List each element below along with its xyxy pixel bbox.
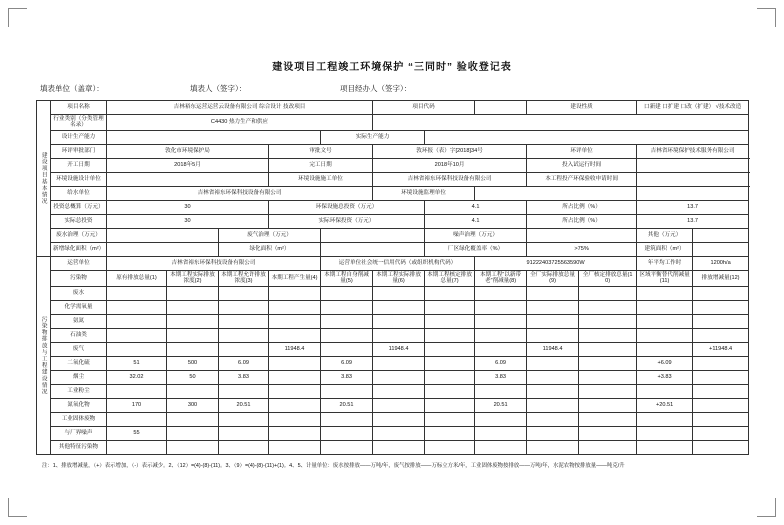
value-new-green [107, 242, 219, 256]
cell [527, 398, 579, 412]
cell [373, 314, 425, 328]
value-env-unit: 吉林省环境保护技术服务有限公司 [637, 144, 749, 158]
cell [579, 328, 637, 342]
cell [321, 384, 373, 398]
main-form-table [36, 100, 749, 455]
value-build-area [693, 242, 749, 256]
cell [219, 314, 269, 328]
col-4: 本期工程产生量(4) [269, 270, 321, 286]
row-name: 工业固体废物 [51, 412, 107, 426]
label-approval-doc: 审批文号 [269, 144, 373, 158]
cell [637, 342, 693, 356]
label-run-unit: 运营单位 [51, 256, 107, 270]
value-noise-cost [527, 228, 637, 242]
label-build-area: 建筑面积（m²） [637, 242, 693, 256]
cell [269, 300, 321, 314]
value-construction-nature: 口新建 口扩建 口改（扩建） √技术改造 [637, 101, 749, 115]
value-approval-doc: 敦环报（表）字[2018]34号 [373, 144, 527, 158]
cell [167, 300, 219, 314]
filler-label: 填表人（签字）： [190, 84, 247, 93]
label-run-unit-code: 运营单位社会统一信用代码（或组织机构代码） [321, 256, 475, 270]
label-start-date: 开工日期 [51, 158, 107, 172]
cell [219, 286, 269, 300]
label-env-unit: 环评单位 [527, 144, 637, 158]
crop-mark-top-right [757, 8, 776, 27]
cell: 6.09 [219, 356, 269, 370]
cell: +6.09 [637, 356, 693, 370]
cell [107, 412, 167, 426]
cell [579, 300, 637, 314]
cell [321, 440, 373, 454]
row-name: 与厂界噪声 [51, 426, 107, 440]
cell [219, 412, 269, 426]
cell [579, 370, 637, 384]
cell [475, 314, 527, 328]
row-name: 二氧化硫 [51, 356, 107, 370]
cell [527, 356, 579, 370]
cell [107, 314, 167, 328]
owner-label: 项目经办人（签字）： [340, 84, 412, 93]
cell [219, 384, 269, 398]
cell: 11948.4 [269, 342, 321, 356]
value-ratio: 13.7 [637, 200, 749, 214]
cell [425, 370, 475, 384]
cell [269, 398, 321, 412]
cell [579, 426, 637, 440]
cell [373, 384, 425, 398]
cell [579, 440, 637, 454]
cell [475, 300, 527, 314]
cell [637, 426, 693, 440]
industry-blank [373, 115, 749, 131]
cell [637, 412, 693, 426]
label-env-build-unit: 环境设施施工单位 [269, 172, 373, 186]
col-10: 全厂核定排放总量(10) [579, 270, 637, 286]
cell [693, 300, 749, 314]
row-name: 其他特征污染物 [51, 440, 107, 454]
cell [579, 384, 637, 398]
cell: 3.83 [219, 370, 269, 384]
cell [475, 440, 527, 454]
table-row [37, 426, 749, 440]
cell [527, 314, 579, 328]
label-annual-hours: 年平均工作时 [637, 256, 693, 270]
cell [693, 398, 749, 412]
cell: +20.51 [637, 398, 693, 412]
cell [373, 356, 425, 370]
cell: 20.51 [475, 398, 527, 412]
cell [219, 440, 269, 454]
cell [475, 412, 527, 426]
cell [579, 314, 637, 328]
cell [425, 440, 475, 454]
col-pollutant: 污染物 [51, 270, 107, 286]
value-supervise-unit [475, 186, 637, 200]
cell [475, 426, 527, 440]
label-waste-water-cost: 废水治理（万元） [51, 228, 107, 242]
value-annual-hours: 1200h/a [693, 256, 749, 270]
footnote: 注：1、排放增减量，（+）表示增加，（-）表示减少。2、（12）=(4)-(8)-(11)。3、（9）=(4)-(8)-(11)+(1)。4、5、计量单位：废水按排放——万吨/年，废气按排放——万标立方米/年，工业固体废物按排放——万吨/年，水泥农物按排放量——吨克/升 [42, 462, 625, 469]
cell: 32.02 [107, 370, 167, 384]
supervise-blank [637, 186, 749, 200]
col-6: 本期工程实际排放量(6) [373, 270, 425, 286]
label-ratio: 所占比例（%） [527, 200, 637, 214]
cell [693, 384, 749, 398]
table-row [37, 300, 749, 314]
label-complete-date: 完工日期 [269, 158, 373, 172]
cell [167, 286, 219, 300]
col-11: 区域平衡替代削减量(11) [637, 270, 693, 286]
row-name: 氨氮 [51, 314, 107, 328]
label-actual-total: 实际总投资 [51, 214, 107, 228]
cell [167, 384, 219, 398]
cell [693, 370, 749, 384]
value-green-ratio: >75% [527, 242, 637, 256]
label-industry: 行业类别（分类管理名录） [51, 115, 107, 131]
cell [579, 342, 637, 356]
cell [269, 384, 321, 398]
cell: 20.51 [219, 398, 269, 412]
label-project-name: 项目名称 [51, 101, 107, 115]
col-12: 排放增减量(12) [693, 270, 749, 286]
cell [579, 412, 637, 426]
label-project-total: 投资总概算（万元） [51, 200, 107, 214]
value-run-unit-code: 91222403725563590W [475, 256, 637, 270]
label-design-capacity: 设计生产能力 [51, 130, 107, 144]
table-row [37, 286, 749, 300]
cell [475, 342, 527, 356]
label-actual-env: 实际环保投资（万元） [269, 214, 425, 228]
cell [107, 328, 167, 342]
cell [693, 412, 749, 426]
cell [527, 412, 579, 426]
cell: 55 [107, 426, 167, 440]
side-label-basic: 建设项目基本情况 [37, 101, 51, 257]
cell [425, 300, 475, 314]
cell [425, 286, 475, 300]
value-env-approval: 敦化市环境保护局 [107, 144, 269, 158]
value-waste-water-cost [107, 228, 219, 242]
col-3: 本期工程允许排放浓度(3) [219, 270, 269, 286]
cell [373, 286, 425, 300]
cell [425, 328, 475, 342]
cell [579, 398, 637, 412]
cell [107, 300, 167, 314]
fill-unit-label: 填表单位（盖章）： [40, 84, 104, 93]
value-industry: C4430 热力生产和供应 [107, 115, 373, 131]
cell [637, 300, 693, 314]
value-actual-env: 4.1 [425, 214, 527, 228]
cell [219, 300, 269, 314]
cell [321, 342, 373, 356]
col-5: 本期工程自身削减量(5) [321, 270, 373, 286]
cell [637, 328, 693, 342]
value-total-green [321, 242, 425, 256]
cell [269, 314, 321, 328]
label-supervise-unit: 环境设施监理单位 [373, 186, 475, 200]
cell [107, 384, 167, 398]
label-supply-unit: 给水单位 [51, 186, 107, 200]
cell [269, 370, 321, 384]
value-check-apply [637, 172, 749, 186]
value-other-cost [693, 228, 749, 242]
label-env-approval: 环评审批部门 [51, 144, 107, 158]
cell [269, 412, 321, 426]
label-actual-capacity: 实际生产能力 [321, 130, 425, 144]
cell [321, 286, 373, 300]
cell [693, 286, 749, 300]
table-row [37, 370, 749, 384]
table-row [37, 384, 749, 398]
page-title: 建设项目工程竣工环境保护 “三同时” 验收登记表 [272, 62, 512, 73]
value-waste-gas-cost [321, 228, 425, 242]
cell [693, 314, 749, 328]
cell [269, 356, 321, 370]
cell [527, 328, 579, 342]
table-row [37, 314, 749, 328]
cell [425, 356, 475, 370]
row-name: 工业粉尘 [51, 384, 107, 398]
cell: 50 [167, 370, 219, 384]
cell [425, 342, 475, 356]
cell [167, 314, 219, 328]
row-name: 石油类 [51, 328, 107, 342]
label-waste-gas-cost: 废气治理（万元） [219, 228, 321, 242]
cell [693, 426, 749, 440]
cell [219, 328, 269, 342]
col-8: 本期工程“以新带老”削减量(8) [475, 270, 527, 286]
table-row [37, 440, 749, 454]
cell: 51 [107, 356, 167, 370]
value-supply-unit: 吉林省裕东环保科技设备有限公司 [107, 186, 373, 200]
cell [107, 342, 167, 356]
label-actual-ratio: 所占比例（%） [527, 214, 637, 228]
cell [373, 412, 425, 426]
table-row [37, 412, 749, 426]
cell [373, 328, 425, 342]
cell [693, 328, 749, 342]
value-env-design-unit [107, 172, 269, 186]
cell: 11948.4 [373, 342, 425, 356]
cell [107, 286, 167, 300]
value-trial-date [637, 158, 749, 172]
cell [527, 384, 579, 398]
subheader [36, 83, 748, 94]
cell [167, 440, 219, 454]
cell [637, 286, 693, 300]
table-row [37, 398, 749, 412]
cell [693, 356, 749, 370]
cell [269, 328, 321, 342]
cell [425, 384, 475, 398]
col-9: 全厂实际排放总量(9) [527, 270, 579, 286]
value-actual-ratio: 13.7 [637, 214, 749, 228]
col-1: 原有排放总量(1) [107, 270, 167, 286]
table-row [37, 342, 749, 356]
label-env-design-unit: 环境设施设计单位 [51, 172, 107, 186]
cell [167, 328, 219, 342]
crop-mark-bottom-left [8, 498, 27, 517]
value-actual-total: 30 [107, 214, 269, 228]
table-row [37, 328, 749, 342]
cell [321, 314, 373, 328]
form-container [36, 58, 748, 470]
cell [269, 426, 321, 440]
cell [321, 300, 373, 314]
cell: 170 [107, 398, 167, 412]
cell: 3.83 [475, 370, 527, 384]
cell [637, 440, 693, 454]
row-name: 废水 [51, 286, 107, 300]
cell [219, 342, 269, 356]
value-project-total: 30 [107, 200, 269, 214]
cell [475, 328, 527, 342]
label-env-invest: 环保设施总投资（万元） [269, 200, 425, 214]
cell [527, 286, 579, 300]
cell [373, 398, 425, 412]
cell [373, 300, 425, 314]
cell [475, 286, 527, 300]
side-label-pollution: 污染物排放与工程建设情况 [37, 256, 51, 454]
value-project-code [475, 101, 527, 115]
cell: 20.51 [321, 398, 373, 412]
cell: 6.09 [475, 356, 527, 370]
cell [373, 440, 425, 454]
cell [527, 426, 579, 440]
row-name: 氮氧化物 [51, 398, 107, 412]
cell [167, 426, 219, 440]
cell [527, 370, 579, 384]
cell [373, 426, 425, 440]
cell: 3.83 [321, 370, 373, 384]
cell [167, 412, 219, 426]
cell: 11948.4 [527, 342, 579, 356]
cell [269, 440, 321, 454]
value-run-unit: 吉林省裕东环保科技设备有限公司 [107, 256, 321, 270]
cell: 6.09 [321, 356, 373, 370]
label-trial-date: 投入试运行时间 [527, 158, 637, 172]
label-total-green: 绿化面积（m²） [219, 242, 321, 256]
label-other-cost: 其他（万元） [637, 228, 693, 242]
cell [373, 370, 425, 384]
cell [219, 426, 269, 440]
label-noise-cost: 噪声治理（万元） [425, 228, 527, 242]
label-new-green: 新增绿化面积（m²） [51, 242, 107, 256]
cell [425, 426, 475, 440]
cell [425, 412, 475, 426]
value-env-build-unit: 吉林省裕东环保科技设备有限公司 [373, 172, 527, 186]
cell [527, 300, 579, 314]
cell [321, 412, 373, 426]
label-check-apply: 本工程投产环保验收申请时间 [527, 172, 637, 186]
cell [579, 356, 637, 370]
col-2: 本期工程实际排放浓度(2) [167, 270, 219, 286]
label-project-code: 项目代码 [373, 101, 475, 115]
value-design-capacity [107, 130, 321, 144]
cell: +3.83 [637, 370, 693, 384]
cell [475, 384, 527, 398]
cell [579, 286, 637, 300]
cell: +11948.4 [693, 342, 749, 356]
crop-mark-bottom-right [757, 498, 776, 517]
label-construction-nature: 建设性质 [527, 101, 637, 115]
table-row [37, 356, 749, 370]
row-name: 废气 [51, 342, 107, 356]
col-7: 本期工程核定排放总量(7) [425, 270, 475, 286]
cell [321, 328, 373, 342]
value-start-date: 2018年5月 [107, 158, 269, 172]
label-green-ratio: 厂区绿化覆盖率（%） [425, 242, 527, 256]
value-complete-date: 2018年10月 [373, 158, 527, 172]
pollutant-header-row [37, 270, 749, 286]
value-project-name: 吉林裕东运营运营云设备有限公司 综合设计 技改项目 [107, 101, 373, 115]
cell [167, 342, 219, 356]
crop-mark-top-left [8, 8, 27, 27]
value-env-invest: 4.1 [425, 200, 527, 214]
cell [269, 286, 321, 300]
cell [107, 440, 167, 454]
cell: 300 [167, 398, 219, 412]
value-actual-capacity [425, 130, 749, 144]
cell [425, 398, 475, 412]
cell [425, 314, 475, 328]
row-name: 烟尘 [51, 370, 107, 384]
cell [321, 426, 373, 440]
cell [693, 440, 749, 454]
cell: 500 [167, 356, 219, 370]
cell [637, 384, 693, 398]
cell [527, 440, 579, 454]
cell [637, 314, 693, 328]
row-name: 化学需氧量 [51, 300, 107, 314]
